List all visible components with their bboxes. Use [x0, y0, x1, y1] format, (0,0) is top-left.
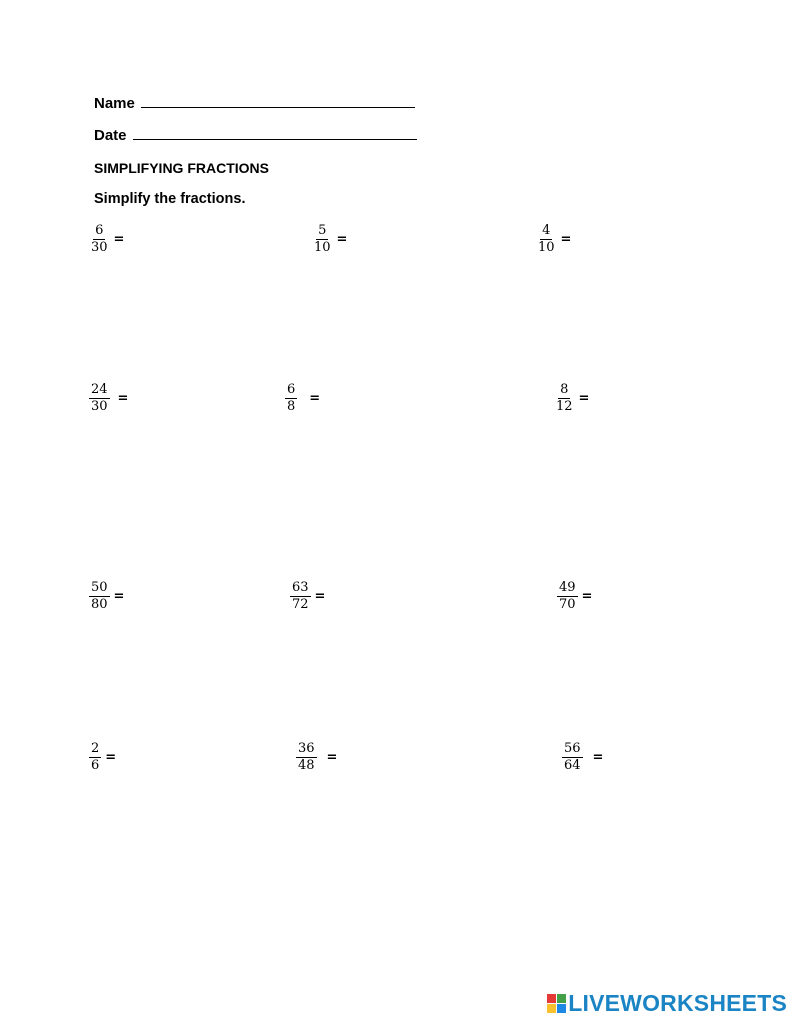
name-field: [94, 95, 415, 112]
equals-sign: =: [578, 391, 590, 406]
fraction: [312, 223, 333, 256]
logo-square-blue: [557, 1004, 566, 1013]
equals-sign: =: [314, 589, 326, 604]
numerator: 2: [91, 741, 100, 756]
problem-7: [89, 580, 124, 613]
numerator: 63: [292, 580, 309, 595]
worksheet-title: SIMPLIFYING FRACTIONS: [94, 160, 269, 176]
liveworksheets-logo-icon: [547, 994, 566, 1013]
problem-6: [554, 382, 589, 415]
denominator: 30: [91, 399, 108, 414]
name-label: Name: [94, 95, 135, 112]
denominator: 48: [298, 758, 315, 773]
problem-11: [296, 741, 337, 774]
problem-8: [290, 580, 325, 613]
equals-sign: =: [309, 391, 321, 406]
fraction: [89, 223, 110, 256]
numerator: 6: [95, 223, 104, 238]
equals-sign: =: [592, 750, 604, 765]
equals-sign: =: [105, 750, 117, 765]
fraction: [554, 382, 575, 415]
numerator: 36: [298, 741, 315, 756]
liveworksheets-logo-text: LIVEWORKSHEETS: [568, 990, 787, 1016]
problem-2: [312, 223, 347, 256]
problem-9: [557, 580, 592, 613]
fraction: [89, 382, 110, 415]
numerator: 50: [91, 580, 108, 595]
denominator: 80: [91, 597, 108, 612]
name-line: [141, 95, 415, 108]
numerator: 4: [542, 223, 551, 238]
problem-10: [89, 741, 116, 774]
instructions: Simplify the fractions.: [94, 191, 246, 207]
denominator: 12: [556, 399, 573, 414]
equals-sign: =: [326, 750, 338, 765]
numerator: 8: [560, 382, 569, 397]
fraction: [89, 580, 110, 613]
equals-sign: =: [113, 232, 125, 247]
numerator: 24: [91, 382, 108, 397]
fraction: [562, 741, 583, 774]
date-line: [133, 127, 417, 140]
numerator: 5: [318, 223, 327, 238]
denominator: 72: [292, 597, 309, 612]
denominator: 10: [314, 240, 331, 255]
numerator: 56: [564, 741, 581, 756]
numerator: 49: [559, 580, 576, 595]
denominator: 70: [559, 597, 576, 612]
problem-4: [89, 382, 128, 415]
problem-5: [285, 382, 320, 415]
date-field: [94, 127, 417, 144]
numerator: 6: [287, 382, 296, 397]
denominator: 8: [287, 399, 296, 414]
fraction: [557, 580, 578, 613]
fraction: [536, 223, 557, 256]
logo-square-red: [547, 994, 556, 1003]
equals-sign: =: [113, 589, 125, 604]
equals-sign: =: [117, 391, 129, 406]
logo-square-yellow: [547, 1004, 556, 1013]
equals-sign: =: [560, 232, 572, 247]
equals-sign: =: [581, 589, 593, 604]
denominator: 30: [91, 240, 108, 255]
denominator: 10: [538, 240, 555, 255]
problem-1: [89, 223, 124, 256]
fraction: [290, 580, 311, 613]
denominator: 64: [564, 758, 581, 773]
problem-12: [562, 741, 603, 774]
equals-sign: =: [336, 232, 348, 247]
liveworksheets-logo: [547, 990, 787, 1017]
denominator: 6: [91, 758, 100, 773]
fraction: [89, 741, 101, 774]
problem-3: [536, 223, 571, 256]
logo-square-green: [557, 994, 566, 1003]
fraction: [296, 741, 317, 774]
fraction: [285, 382, 297, 415]
date-label: Date: [94, 127, 127, 144]
